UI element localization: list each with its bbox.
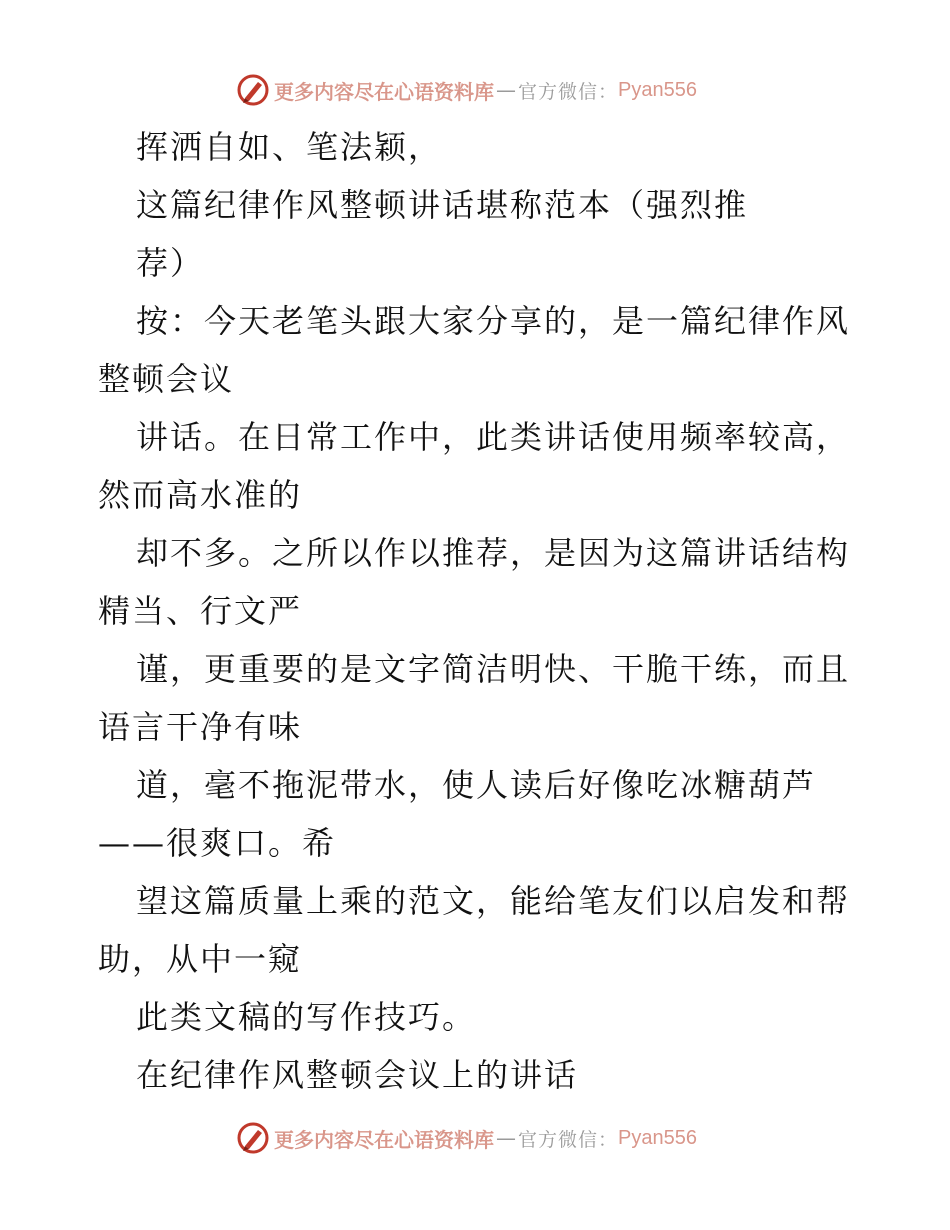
watermark-official: 官方微信： [518, 80, 619, 103]
text-line: 道，毫不拖泥带水，使人读后好像吃冰糖葫芦 [136, 766, 817, 804]
text-line: 讲话。在日常工作中，此类讲话使用频率较高， [136, 418, 851, 456]
text-line: 精当、行文严 [98, 592, 303, 630]
text-line: 谨，更重要的是文字简洁明快、干脆干练，而且 [136, 650, 851, 688]
text-line: 却不多。之所以作以推荐，是因为这篇讲话结构 [136, 534, 851, 572]
watermark-brand: 更多内容尽在心语资料库 [274, 1127, 494, 1152]
watermark-brand: 更多内容尽在心语资料库 [274, 79, 494, 104]
text-line: 助，从中一窥 [98, 940, 303, 978]
pen-logo-icon [236, 1121, 270, 1155]
text-line: 然而高水准的 [98, 476, 303, 514]
text-line: 这篇纪律作风整顿讲话堪称范本（强烈推 [136, 186, 749, 224]
text-line: 望这篇质量上乘的范文，能给笔友们以启发和帮 [136, 882, 851, 920]
watermark-official: 官方微信： [518, 1128, 619, 1151]
footer-watermark [236, 1120, 697, 1156]
text-line: ——很爽口。希 [98, 824, 337, 862]
text-line: 整顿会议 [98, 360, 235, 398]
document-body [98, 118, 858, 1104]
text-line: 荐） [136, 244, 205, 282]
text-line: 按：今天老笔头跟大家分享的，是一篇纪律作风 [136, 302, 851, 340]
watermark-id: Pyan556 [618, 1126, 697, 1149]
text-line: 挥洒自如、笔法颖， [136, 128, 443, 166]
pen-logo-icon [236, 73, 270, 107]
watermark-id: Pyan556 [618, 78, 697, 101]
header-watermark [236, 72, 697, 108]
text-line: 语言干净有味 [98, 708, 303, 746]
watermark-dash: — [496, 1126, 516, 1150]
watermark-dash: — [496, 78, 516, 102]
text-line: 在纪律作风整顿会议上的讲话 [136, 1056, 579, 1094]
text-line: 此类文稿的写作技巧。 [136, 998, 477, 1036]
